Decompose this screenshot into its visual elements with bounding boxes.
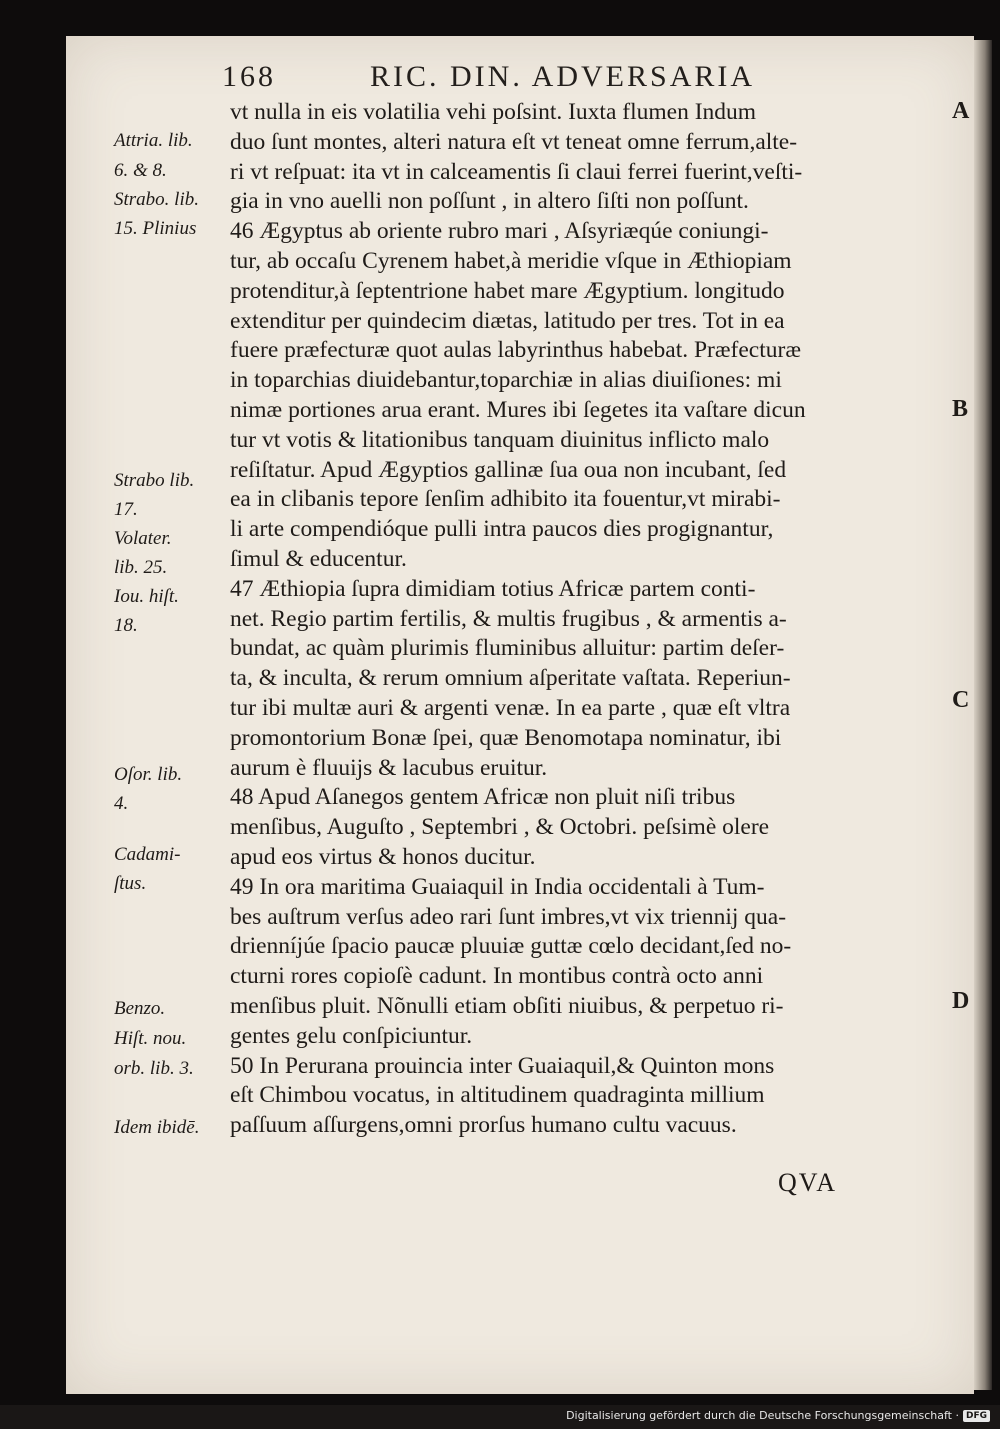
margin-note: 6. & 8. <box>114 160 167 181</box>
dfg-logo: DFG <box>963 1410 990 1422</box>
text-line: fuere præfecturæ quot aulas labyrinthus habebat. Præfecturæ <box>230 337 802 364</box>
text-line: 50 In Peruranа prouincia inter Guaiaquil,& Quinton mons <box>230 1052 775 1079</box>
text-line: vt nulla in eis volatilia vehi poſsint. Iuxta flumen Indum <box>230 99 757 125</box>
text-line: net. Regio partim fertilis, & multis frugibus , & armentis a- <box>230 605 787 632</box>
text-line: drienníjúe ſpacio paucæ pluuiæ guttæ cœlo decidant,ſed no- <box>230 933 792 960</box>
text-line: in toparchias diuidebantur,toparchiæ in alias diuiſiones: mi <box>230 367 782 394</box>
margin-note: Attria. lib. <box>114 130 193 151</box>
margin-note: 18. <box>114 615 138 636</box>
margin-note: 15. Plinius <box>114 218 197 239</box>
page-number: 168 <box>222 60 276 93</box>
section-marker: A <box>952 98 970 124</box>
margin-note: orb. lib. 3. <box>114 1058 194 1079</box>
text-line: li arte compendióque pulli intra paucos dies progignantur, <box>230 516 774 543</box>
margin-note: Strabo lib. <box>114 470 195 491</box>
text-line: ſimul & educentur. <box>230 545 407 572</box>
footer-text: Digitalisierung gefördert durch die Deutsche Forschungsgemeinschaft · <box>566 1409 959 1422</box>
margin-note: ſtus. <box>114 873 147 894</box>
margin-note: 4. <box>114 793 129 814</box>
text-line: bundat, ac quàm plurimis fluminibus alluitur: partim deſer- <box>230 635 785 662</box>
text-line: gia in vno auelli non poſſunt , in altero ſiſti non poſſunt. <box>230 188 749 215</box>
text-line: menſibus, Auguſto , Septembri , & Octobri. peſsimè olere <box>230 814 770 841</box>
text-line: promontorium Bonæ ſpei, quæ Benomotapa nominatur, ibi <box>230 724 782 751</box>
funding-footer <box>566 1409 990 1422</box>
text-line: reſiſtatur. Apud Ægyptios gallinæ ſua oua non incubant, ſed <box>230 456 787 483</box>
text-line: aurum è fluuijs & lacubus eruitur. <box>230 754 548 781</box>
text-line: paſſuum aſſurgens,omni prorſus humano cultu vacuus. <box>230 1112 737 1139</box>
catchword: QVA <box>778 1168 837 1197</box>
text-line: 47 Æthiopia ſupra dimidiam totius Africæ partem conti- <box>230 575 756 602</box>
text-line: extenditur per quindecim diætas, latitudo per tres. Tot in ea <box>230 307 785 334</box>
text-line: menſibus pluit. Nõnulli etiam obſiti niuibus, & perpetuo ri- <box>230 992 784 1019</box>
text-line: apud eos virtus & honos ducitur. <box>230 843 536 870</box>
text-line: 46 Ægyptus ab oriente rubro mari , Aſsyriæqúe coniungi- <box>230 218 769 245</box>
text-line: nimæ portiones arua erant. Mures ibi ſegetes ita vaſtare dicun <box>230 396 806 423</box>
text-line: tur, ab occaſu Cyrenem habet,à meridie vſque in Æthiopiam <box>230 247 792 274</box>
main-text <box>230 98 950 1141</box>
section-marker: B <box>952 396 969 422</box>
running-title: RIC. DIN. ADVERSARIA <box>370 60 756 93</box>
text-line: tur vt votis & litationibus tanquam diuinitus inflicto malo <box>230 426 770 453</box>
section-marker: C <box>952 687 970 713</box>
text-line: 49 In ora maritima Guaiaquil in India occidentali à Tum- <box>230 873 765 900</box>
margin-note: Benzo. <box>114 998 166 1019</box>
margin-note: Hiſt. nou. <box>114 1028 187 1049</box>
margin-note: Iou. hiſt. <box>114 586 179 607</box>
text-line: gentes gelu conſpiciuntur. <box>230 1022 473 1049</box>
margin-note: Oſor. lib. <box>114 764 183 785</box>
margin-note: lib. 25. <box>114 557 168 578</box>
margin-note: 17. <box>114 499 138 520</box>
margin-note: Cadami- <box>114 844 181 865</box>
section-marker: D <box>952 988 970 1014</box>
margin-note: Volater. <box>114 528 172 549</box>
text-line: ea in clibanis tepore ſenſim adhibito ita fouentur,vt mirabi- <box>230 486 781 513</box>
text-line: bes auſtrum verſus adeo rari ſunt imbres,vt vix triennij qua- <box>230 903 787 930</box>
text-line: ri vt reſpuat: ita vt in calceamentis ſi claui ferrei fuerint,veſti- <box>230 158 803 185</box>
text-line: duo ſunt montes, alteri natura eſt vt teneat omne ferrum,alte- <box>230 128 798 155</box>
text-line: protenditur,à ſeptentrione habet mare Ægyptium. longitudo <box>230 277 785 304</box>
text-line: 48 Apud Aſanegos gentem Africæ non pluit niſi tribus <box>230 784 736 811</box>
text-line: eſt Chimbou vocatus, in altitudinem quadraginta millium <box>230 1082 765 1109</box>
page-edge <box>974 40 992 1390</box>
margin-note: Strabo. lib. <box>114 189 199 210</box>
text-line: tur ibi multæ auri & argenti venæ. In ea parte , quæ eſt vltra <box>230 694 791 721</box>
text-line: ta, & inculta, & rerum omnium aſperitate vaſtata. Reperiun- <box>230 665 791 692</box>
margin-note: Idem ibidē. <box>114 1117 200 1138</box>
text-line: cturni rores copioſè cadunt. In montibus contrà octo anni <box>230 963 764 990</box>
